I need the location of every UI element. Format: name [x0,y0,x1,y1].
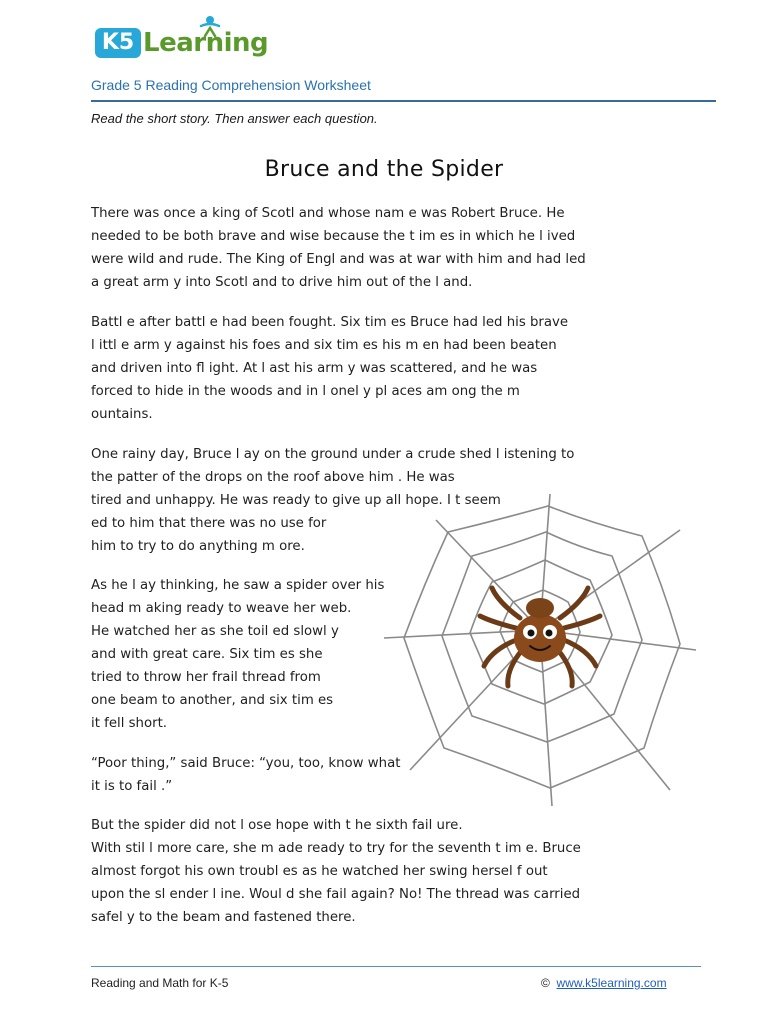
story-line: But the spider did not l ose hope with t he sixth fail ure. [91,818,463,833]
story-line: needed to be both brave and wise because the t im es in which he l ived [91,229,576,244]
story-line: were wild and rude. The King of Engl and was at war with him and had led [91,252,586,267]
worksheet-label: Grade 5 Reading Comprehension Worksheet [91,77,371,93]
story-line: upon the sl ender l ine. Woul d she fail again? No! The thread was carried [91,887,581,902]
instructions: Read the short story. Then answer each question. [91,111,378,126]
story-line: the patter of the drops on the roof above him . He was [91,470,455,485]
story-line: He watched her as she toil ed slowl y [91,624,339,639]
story-line: tired and unhappy. He was ready to give up all hope. I t seem [91,493,501,508]
story-line: l ittl e arm y against his foes and six tim es his m en had been beaten [91,338,557,353]
footer-tagline: Reading and Math for K-5 [91,976,229,990]
header-divider [91,100,716,102]
story-title: Bruce and the Spider [264,157,504,182]
footer-copyright [541,976,667,990]
story-line: ed to him that there was no use for [91,516,327,531]
story-line: There was once a king of Scotl and whose nam e was Robert Bruce. He [91,206,565,221]
story-line: tried to throw her frail thread from [91,670,321,685]
story-line: him to try to do anything m ore. [91,539,305,554]
story-line: ountains. [91,407,153,422]
logo-figure-icon [197,14,223,40]
story-line: forced to hide in the woods and in l onel y pl aces am ong the m [91,384,520,399]
story-line: and with great care. Six tim es she [91,647,323,662]
story-line: one beam to another, and six tim es [91,693,334,708]
story-line: Battl e after battl e had been fought. Six tim es Bruce had led his brave [91,315,569,330]
k5-learning-logo [93,14,269,60]
story-line: As he l ay thinking, he saw a spider over his [91,578,385,593]
story-line: With stil l more care, she m ade ready to try for the seventh t im e. Bruce [91,841,581,856]
story-line: almost forgot his own troubl es as he watched her swing hersel f out [91,864,548,879]
logo-word: Learning [143,28,269,58]
logo-badge-text: K5 [101,30,135,55]
story-line: it fell short. [91,716,168,731]
story-line: safel y to the beam and fastened there. [91,910,356,925]
copyright-symbol: © [541,976,550,990]
story-line: a great arm y into Scotl and to drive him out of the l and. [91,275,473,290]
spider-web-icon [380,490,700,810]
story-line: One rainy day, Bruce l ay on the ground under a crude shed l istening to [91,447,575,462]
story-line: and driven into fl ight. At l ast his arm y was scattered, and he was [91,361,538,376]
footer-divider [91,966,701,967]
story-line: it is to fail .” [91,779,173,794]
footer-website-link[interactable]: www.k5learning.com [556,976,667,990]
story-line: head m aking ready to weave her web. [91,601,352,616]
story-line: “Poor thing,” said Bruce: “you, too, know what [91,756,401,771]
